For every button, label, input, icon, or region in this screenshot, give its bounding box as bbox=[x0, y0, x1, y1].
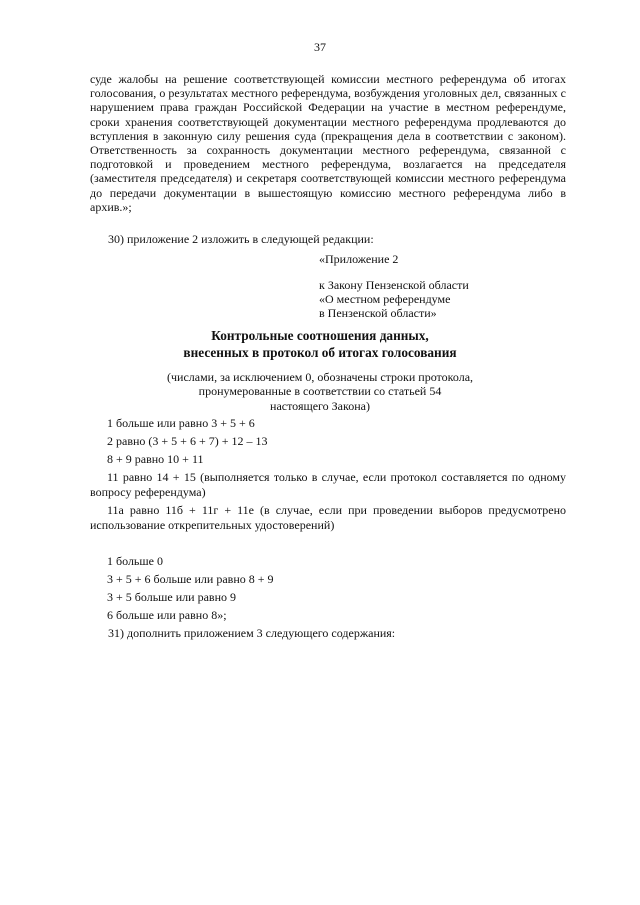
section-title-line-1: Контрольные соотношения данных, bbox=[211, 328, 429, 343]
relation-9: 6 больше или равно 8»; bbox=[107, 608, 227, 622]
appendix-law-line-3: в Пензенской области» bbox=[319, 306, 437, 320]
section-note bbox=[0, 370, 640, 413]
appendix-law-line-1: к Закону Пензенской области bbox=[319, 278, 469, 292]
relation-4: 11 равно 14 + 15 (выполняется только в случае, если протокол составляется по одному вопросу референдума) bbox=[90, 470, 566, 499]
item-30: 30) приложение 2 изложить в следующей редакции: bbox=[108, 232, 374, 246]
appendix-title: «Приложение 2 bbox=[319, 252, 399, 266]
section-note-line-3: настоящего Закона) bbox=[270, 398, 370, 413]
relation-5: 11а равно 11б + 11г + 11е (в случае, если при проведении выборов предусмотрено использование открепительных удостоверений) bbox=[90, 503, 566, 532]
relation-8: 3 + 5 больше или равно 9 bbox=[107, 590, 236, 604]
relation-7: 3 + 5 + 6 больше или равно 8 + 9 bbox=[107, 572, 274, 586]
item-31: 31) дополнить приложением 3 следующего содержания: bbox=[108, 626, 396, 640]
opening-paragraph-block bbox=[90, 72, 566, 214]
item-30-block bbox=[90, 232, 566, 246]
section-title-line-2: внесенных в протокол об итогах голосования bbox=[183, 345, 457, 360]
page-number: 37 bbox=[314, 40, 326, 54]
section-note-line-1: (числами, за исключением 0, обозначены строки протокола, bbox=[166, 370, 474, 384]
relation-6: 1 больше 0 bbox=[107, 554, 163, 568]
relation-1: 1 больше или равно 3 + 5 + 6 bbox=[107, 416, 255, 430]
relation-2: 2 равно (3 + 5 + 6 + 7) + 12 – 13 bbox=[107, 434, 268, 448]
appendix-law-line-2: «О местном референдуме bbox=[319, 292, 451, 306]
section-title bbox=[0, 327, 640, 361]
relation-3: 8 + 9 равно 10 + 11 bbox=[107, 452, 204, 466]
opening-paragraph: суде жалобы на решение соответствующей комиссии местного референдума об итогах голосования, о результатах местного референдума, возбуждения уголовных дел, связанных с нарушением права граждан Российской Федерации на участие в местном референдуме, сроки хранения соответствующей документации местного референдума продлеваются до вступления в законную силу решения суда (прекращения дела в соответствии с законом). Ответственность за сохранность документации местного референдума, связанной с подготовкой и проведением местного референдума, возлагается на председателя (заместителя председателя) и секретаря соответствующей комиссии местного референдума до передачи документации в вышестоящую комиссию местного референдума либо в архив.»; bbox=[90, 72, 566, 214]
item-31-block bbox=[90, 626, 566, 640]
section-note-line-2: пронумерованные в соответствии со статьей 54 bbox=[198, 384, 442, 399]
